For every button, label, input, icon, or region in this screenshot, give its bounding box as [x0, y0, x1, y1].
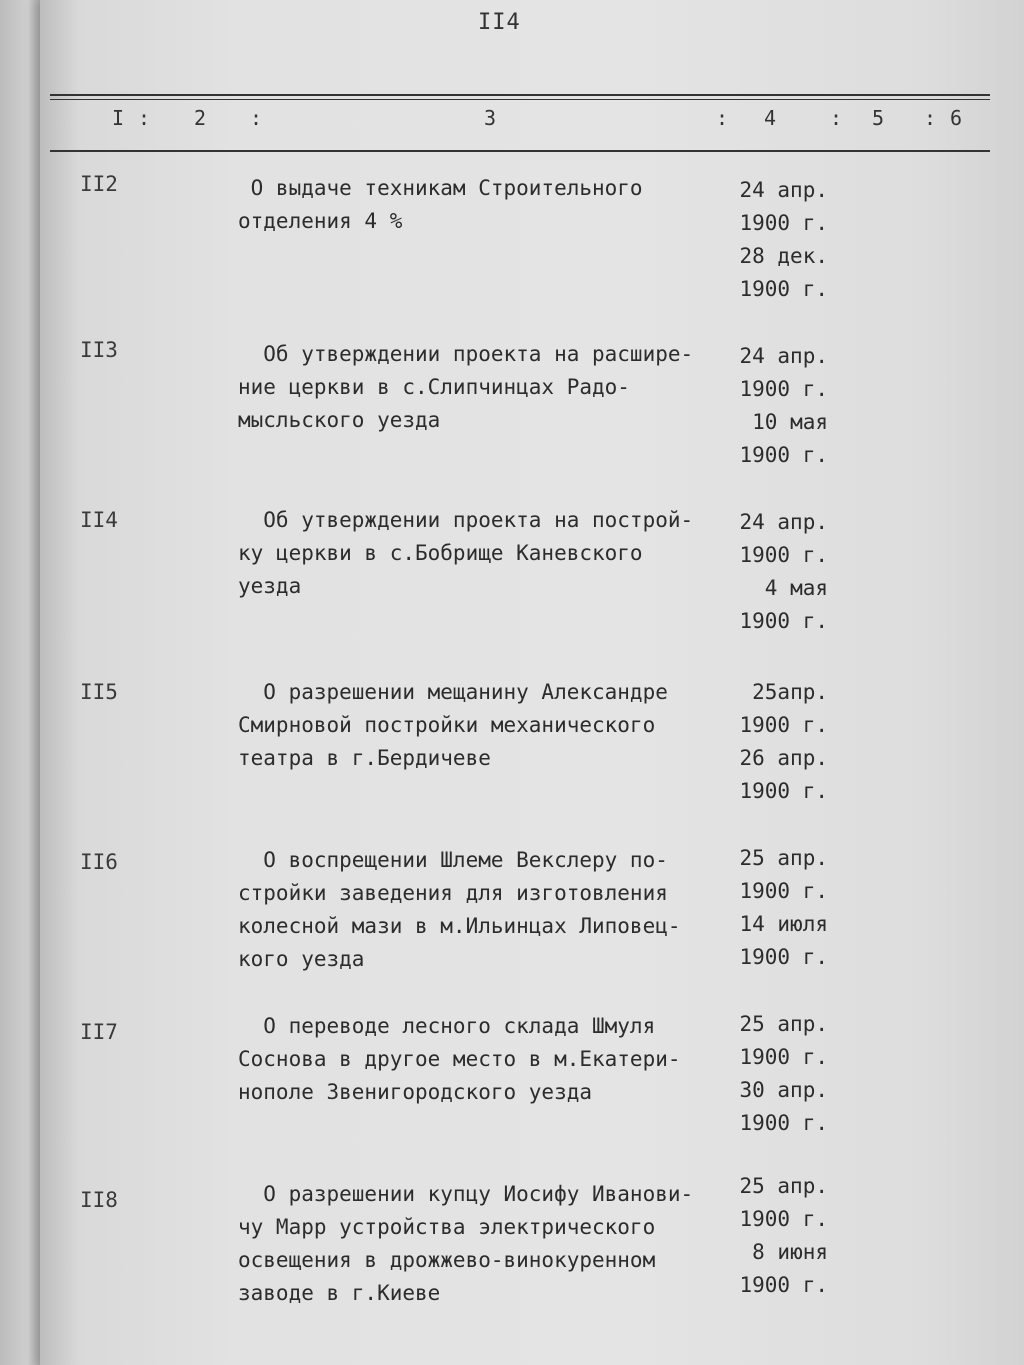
entry-description: О выдаче техникам Строительного отделения 4 %	[238, 176, 643, 233]
entry-description: О разрешении мещанину Александре Смирновой постройки механического театра в г.Бердичеве	[238, 680, 668, 770]
header-rule-bottom	[50, 150, 990, 152]
header-rule-top	[50, 94, 990, 96]
entry-dates: 24 апр. 1900 г. 28 дек. 1900 г.	[739, 178, 828, 301]
entry-number: II3	[80, 338, 118, 362]
entry-dates: 25 апр. 1900 г. 8 июня 1900 г.	[739, 1174, 828, 1297]
entry-number: II5	[80, 680, 118, 704]
col-head-2: 2	[194, 106, 207, 130]
col-head-sep: :	[138, 106, 151, 130]
col-head-4: 4	[764, 106, 777, 130]
entry-dates: 24 апр. 1900 г. 10 мая 1900 г.	[739, 344, 828, 467]
col-head-1: I	[112, 106, 125, 130]
page-number: II4	[478, 10, 521, 35]
entry-description: О переводе лесного склада Шмуля Соснова в другое место в м.Екатери- нополе Звенигородского уезда	[238, 1014, 681, 1104]
entry-number: II6	[80, 850, 118, 874]
entry-description: О разрешении купцу Иосифу Иванови- чу Марр устройства электрического освещения в дрожжево-винокуренном заводе в г.Киеве	[238, 1182, 694, 1305]
col-head-sep: :	[716, 106, 729, 130]
entry-number: II4	[80, 508, 118, 532]
col-head-sep: :	[830, 106, 843, 130]
col-head-6: 6	[950, 106, 963, 130]
entry-number: II8	[80, 1188, 118, 1212]
entry-dates: 24 апр. 1900 г. 4 мая 1900 г.	[739, 510, 828, 633]
header-rule-top-thin	[50, 99, 990, 100]
col-head-5: 5	[872, 106, 885, 130]
entry-description: Об утверждении проекта на расшире- ние церкви в с.Слипчинцах Радо- мысльского уезда	[238, 342, 694, 432]
entry-number: II7	[80, 1020, 118, 1044]
entry-description: О воспрещении Шлеме Векслеру по- стройки заведения для изготовления колесной мази в м.Ильинцах Липовец- кого уезда	[238, 848, 681, 971]
entry-number: II2	[80, 172, 118, 196]
col-head-3: 3	[484, 106, 497, 130]
entry-dates: 25 апр. 1900 г. 30 апр. 1900 г.	[739, 1012, 828, 1135]
col-head-sep: :	[250, 106, 263, 130]
entry-dates: 25 апр. 1900 г. 14 июля 1900 г.	[739, 846, 828, 969]
entry-dates: 25апр. 1900 г. 26 апр. 1900 г.	[739, 680, 828, 803]
adjacent-page-edge	[0, 0, 40, 1365]
entry-description: Об утверждении проекта на построй- ку церкви в с.Бобрище Каневского уезда	[238, 508, 694, 598]
col-head-sep: :	[924, 106, 937, 130]
